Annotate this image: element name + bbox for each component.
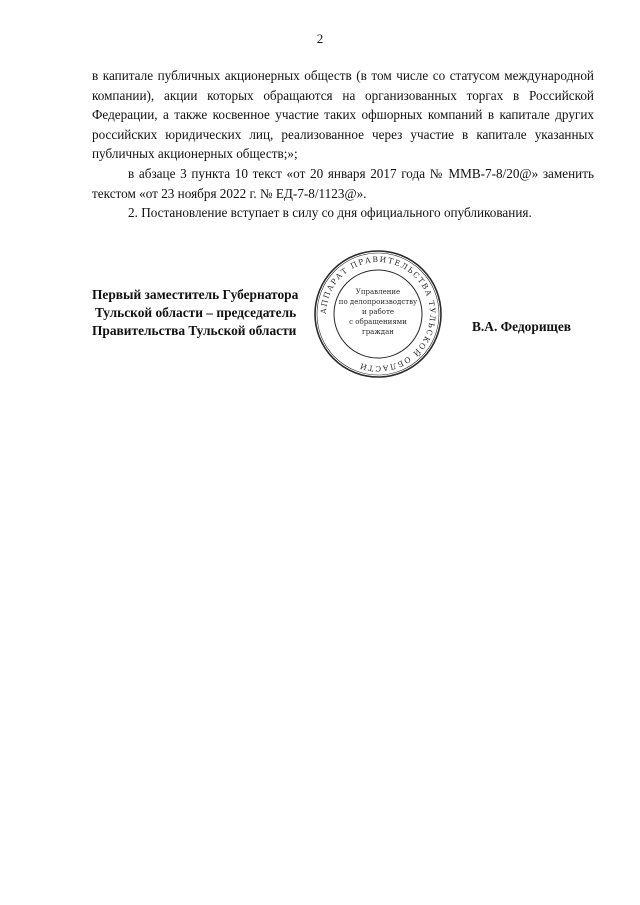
official-seal	[312, 248, 444, 380]
seal-center-line-1: Управление	[355, 288, 401, 296]
signatory-title-line-1: Первый заместитель Губернатора	[92, 287, 299, 302]
seal-ring-text: АППАРАТ ПРАВИТЕЛЬСТВА ТУЛЬСКОЙ ОБЛАСТИ	[318, 254, 438, 374]
paragraph-continuation: в капитале публичных акционерных обществ (в том числе со статусом международной компании), акции которых обращаются на организованных торгах в Российской Федерации, а также косвенное участие таких офшорных компаний в капитале других российских юридических лиц, реализованное через участие в капитале указанных публичных акционерных обществ;»;	[92, 68, 594, 162]
signatory-name: В.А. Федорищев	[472, 319, 572, 334]
signatory-title-line-2: Тульской области – председатель	[95, 305, 297, 320]
paragraph-amendment: в абзаце 3 пункта 10 текст «от 20 января 2017 года № ММВ-7-8/20@» заменить текстом «от 23 ноября 2022 г. № ЕД-7-8/1123@».	[92, 165, 594, 201]
seal-center-line-2: по делопроизводству	[338, 298, 418, 306]
paragraph-effective: 2. Постановление вступает в силу со дня официального опубликования.	[128, 205, 532, 221]
page-number: 2	[316, 31, 324, 46]
document-body	[92, 66, 594, 223]
seal-center-line-4: с обращениями	[349, 318, 407, 326]
seal-center-line-3: и работе	[362, 308, 394, 316]
signatory-title-line-3: Правительства Тульской области	[92, 323, 297, 338]
seal-center-line-5: граждан	[362, 328, 394, 336]
